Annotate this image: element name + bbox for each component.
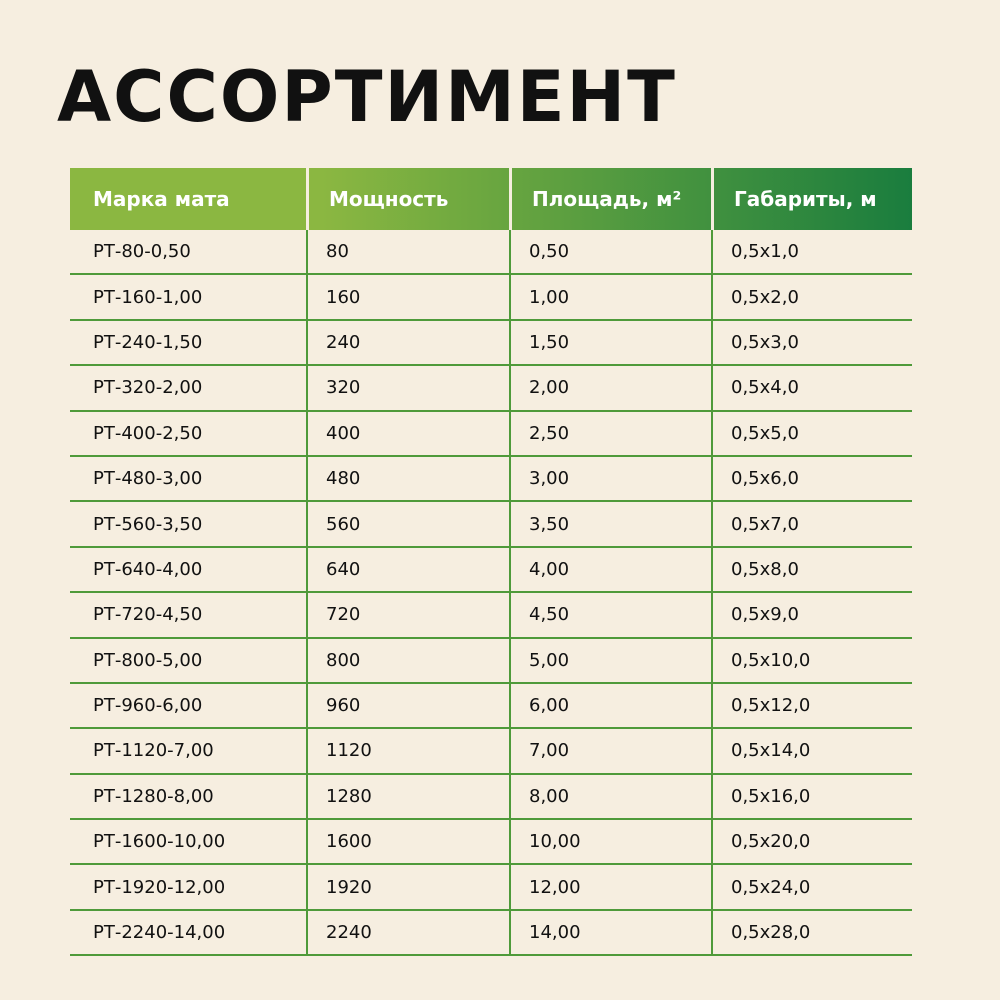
- column-header-power: [306, 168, 509, 230]
- cell-brand: РТ-80-0,50: [93, 241, 191, 263]
- cell-power: 720: [306, 593, 509, 636]
- cell-power: 1120: [306, 729, 509, 772]
- cell-area: 3,00: [509, 457, 711, 500]
- table-row: [70, 775, 912, 820]
- cell-power: 560: [306, 502, 509, 545]
- cell-power: 640: [306, 548, 509, 591]
- cell-power: 400: [306, 412, 509, 455]
- cell-area: 4,50: [509, 593, 711, 636]
- cell-dimensions: 0,5х12,0: [711, 684, 912, 727]
- cell-area: 1,00: [509, 275, 711, 318]
- cell-brand: РТ-480-3,00: [93, 468, 203, 490]
- cell-area: 5,00: [509, 639, 711, 682]
- table-row: [70, 729, 912, 774]
- cell-area: 1,50: [509, 321, 711, 364]
- cell-dimensions: 0,5х2,0: [711, 275, 912, 318]
- cell-brand: РТ-1280-8,00: [93, 785, 214, 807]
- table-row: [70, 865, 912, 910]
- cell-area: 3,50: [509, 502, 711, 545]
- assortment-table: [70, 168, 912, 956]
- column-header-brand: [70, 168, 306, 230]
- table-row: [70, 502, 912, 547]
- table-row: [70, 548, 912, 593]
- cell-brand: РТ-800-5,00: [93, 649, 203, 671]
- table-row: [70, 412, 912, 457]
- cell-brand: РТ-1600-10,00: [93, 831, 226, 853]
- cell-area: 0,50: [509, 230, 711, 273]
- table-row: [70, 911, 912, 956]
- page-title: АССОРТИМЕНТ: [57, 56, 677, 138]
- cell-brand: РТ-960-6,00: [93, 695, 203, 717]
- cell-area: 7,00: [509, 729, 711, 772]
- table-row: [70, 366, 912, 411]
- column-header-label: Габариты, м: [734, 187, 877, 211]
- table-row: [70, 275, 912, 320]
- cell-brand: РТ-720-4,50: [93, 604, 203, 626]
- cell-area: 14,00: [509, 911, 711, 954]
- column-header-label: Площадь, м²: [532, 187, 682, 211]
- cell-area: 4,00: [509, 548, 711, 591]
- cell-power: 240: [306, 321, 509, 364]
- cell-area: 8,00: [509, 775, 711, 818]
- column-header-label: Марка мата: [93, 187, 230, 211]
- cell-power: 80: [306, 230, 509, 273]
- cell-brand: РТ-400-2,50: [93, 422, 203, 444]
- cell-brand: РТ-240-1,50: [93, 331, 203, 353]
- cell-brand: РТ-560-3,50: [93, 513, 203, 535]
- cell-brand: РТ-2240-14,00: [93, 922, 226, 944]
- cell-power: 160: [306, 275, 509, 318]
- cell-dimensions: 0,5х28,0: [711, 911, 912, 954]
- cell-power: 2240: [306, 911, 509, 954]
- cell-dimensions: 0,5х5,0: [711, 412, 912, 455]
- cell-dimensions: 0,5х14,0: [711, 729, 912, 772]
- cell-dimensions: 0,5х9,0: [711, 593, 912, 636]
- table-row: [70, 639, 912, 684]
- cell-power: 1920: [306, 865, 509, 908]
- table-header: [70, 168, 912, 230]
- cell-power: 480: [306, 457, 509, 500]
- table-row: [70, 684, 912, 729]
- cell-power: 960: [306, 684, 509, 727]
- cell-dimensions: 0,5х4,0: [711, 366, 912, 409]
- cell-area: 2,50: [509, 412, 711, 455]
- cell-area: 2,00: [509, 366, 711, 409]
- cell-dimensions: 0,5х6,0: [711, 457, 912, 500]
- column-header-label: Мощность: [329, 187, 449, 211]
- column-header-area: [509, 168, 711, 230]
- table-row: [70, 321, 912, 366]
- table-row: [70, 593, 912, 638]
- cell-power: 800: [306, 639, 509, 682]
- cell-dimensions: 0,5х20,0: [711, 820, 912, 863]
- table-row: [70, 230, 912, 275]
- column-header-dimensions: [711, 168, 912, 230]
- cell-dimensions: 0,5х8,0: [711, 548, 912, 591]
- cell-dimensions: 0,5х16,0: [711, 775, 912, 818]
- cell-dimensions: 0,5х1,0: [711, 230, 912, 273]
- table-row: [70, 457, 912, 502]
- table-body: [70, 230, 912, 956]
- cell-brand: РТ-320-2,00: [93, 377, 203, 399]
- cell-dimensions: 0,5х10,0: [711, 639, 912, 682]
- cell-area: 10,00: [509, 820, 711, 863]
- cell-power: 320: [306, 366, 509, 409]
- cell-brand: РТ-1920-12,00: [93, 876, 226, 898]
- cell-brand: РТ-1120-7,00: [93, 740, 214, 762]
- cell-area: 6,00: [509, 684, 711, 727]
- cell-dimensions: 0,5х7,0: [711, 502, 912, 545]
- cell-brand: РТ-640-4,00: [93, 558, 203, 580]
- cell-dimensions: 0,5х24,0: [711, 865, 912, 908]
- cell-area: 12,00: [509, 865, 711, 908]
- cell-dimensions: 0,5х3,0: [711, 321, 912, 364]
- table-row: [70, 820, 912, 865]
- cell-power: 1280: [306, 775, 509, 818]
- cell-brand: РТ-160-1,00: [93, 286, 203, 308]
- cell-power: 1600: [306, 820, 509, 863]
